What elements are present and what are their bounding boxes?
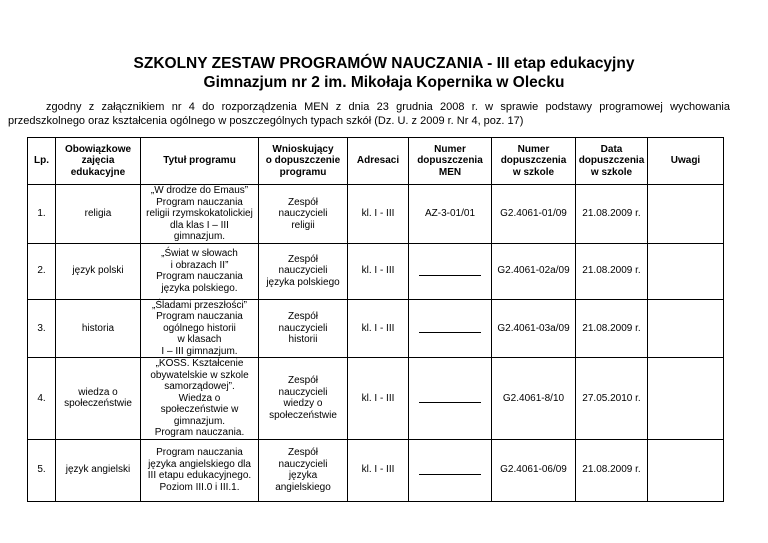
cell-tytul: „W drodze do Emaus” Program nauczania religii rzymskokatolickiej dla klas I – III gimnazjum. [141, 185, 259, 244]
cell-wnioskujacy: Zespół nauczycieli języka polskiego [259, 243, 348, 299]
page-subtitle: Gimnazjum nr 2 im. Mikołaja Kopernika w Olecku [203, 74, 565, 91]
cell-numer-szkola: G2.4061-01/09 [492, 185, 576, 244]
cell-lp: 3. [28, 299, 56, 358]
cell-data: 21.08.2009 r. [576, 439, 648, 501]
blank-line [419, 465, 481, 475]
table-row [28, 185, 724, 244]
header-numer-szkola: Numer dopuszczenia w szkole [492, 138, 576, 185]
blank-line [419, 393, 481, 403]
header-data: Data dopuszczenia w szkole [576, 138, 648, 185]
cell-uwagi [648, 185, 724, 244]
cell-data: 21.08.2009 r. [576, 299, 648, 358]
cell-tytul: „KOSS. Kształcenie obywatelskie w szkole samorządowej”. Wiedza o społeczeństwie w gimnazjum. Program nauczania. [141, 358, 259, 440]
cell-lp: 2. [28, 243, 56, 299]
cell-zajecia: historia [56, 299, 141, 358]
cell-data: 27.05.2010 r. [576, 358, 648, 440]
cell-uwagi [648, 358, 724, 440]
cell-wnioskujacy: Zespół nauczycieli historii [259, 299, 348, 358]
table-row [28, 299, 724, 358]
cell-adresaci: kl. I - III [348, 358, 409, 440]
programs-table [27, 137, 724, 502]
table-header-row [28, 138, 724, 185]
cell-numer-szkola: G2.4061-8/10 [492, 358, 576, 440]
cell-lp: 1. [28, 185, 56, 244]
header-tytul: Tytuł programu [141, 138, 259, 185]
cell-zajecia: wiedza o społeczeństwie [56, 358, 141, 440]
cell-numer-men [409, 299, 492, 358]
table-row [28, 358, 724, 440]
cell-data: 21.08.2009 r. [576, 185, 648, 244]
intro-paragraph: zgodny z załącznikiem nr 4 do rozporządzenia MEN z dnia 23 grudnia 2008 r. w sprawie podstawy programowej wychowania przedszkolnego oraz kształcenia ogólnego w poszczególnych typach szkół (Dz. U. z 2009 r. Nr 4, poz. 17) [8, 101, 730, 127]
blank-line [419, 323, 481, 333]
cell-wnioskujacy: Zespół nauczycieli języka angielskiego [259, 439, 348, 501]
header-wnioskujacy: Wnioskujący o dopuszczenie programu [259, 138, 348, 185]
page-title: SZKOLNY ZESTAW PROGRAMÓW NAUCZANIA - III etap edukacyjny [133, 55, 635, 72]
cell-tytul: „Świat w słowach i obrazach II” Program nauczania języka polskiego. [141, 243, 259, 299]
cell-adresaci: kl. I - III [348, 299, 409, 358]
cell-adresaci: kl. I - III [348, 185, 409, 244]
cell-uwagi [648, 243, 724, 299]
cell-zajecia: język polski [56, 243, 141, 299]
cell-wnioskujacy: Zespół nauczycieli wiedzy o społeczeństwie [259, 358, 348, 440]
table-row [28, 439, 724, 501]
cell-lp: 4. [28, 358, 56, 440]
cell-lp: 5. [28, 439, 56, 501]
cell-numer-szkola: G2.4061-02a/09 [492, 243, 576, 299]
cell-uwagi [648, 439, 724, 501]
header-uwagi: Uwagi [648, 138, 724, 185]
cell-tytul: „Śladami przeszłości” Program nauczania ogólnego historii w klasach I – III gimnazjum. [141, 299, 259, 358]
header-adresaci: Adresaci [348, 138, 409, 185]
cell-numer-men [409, 243, 492, 299]
blank-line [419, 266, 481, 276]
header-numer-men: Numer dopuszczenia MEN [409, 138, 492, 185]
cell-data: 21.08.2009 r. [576, 243, 648, 299]
header-lp: Lp. [28, 138, 56, 185]
cell-adresaci: kl. I - III [348, 439, 409, 501]
cell-adresaci: kl. I - III [348, 243, 409, 299]
cell-uwagi [648, 299, 724, 358]
cell-numer-men [409, 358, 492, 440]
cell-zajecia: religia [56, 185, 141, 244]
cell-wnioskujacy: Zespół nauczycieli religii [259, 185, 348, 244]
cell-zajecia: język angielski [56, 439, 141, 501]
cell-numer-men [409, 439, 492, 501]
cell-numer-szkola: G2.4061-06/09 [492, 439, 576, 501]
cell-numer-szkola: G2.4061-03a/09 [492, 299, 576, 358]
cell-tytul: Program nauczania języka angielskiego dla III etapu edukacyjnego. Poziom III.0 i III.1. [141, 439, 259, 501]
cell-numer-men: AZ-3-01/01 [409, 185, 492, 244]
header-zajecia: Obowiązkowe zajęcia edukacyjne [56, 138, 141, 185]
table-row [28, 243, 724, 299]
